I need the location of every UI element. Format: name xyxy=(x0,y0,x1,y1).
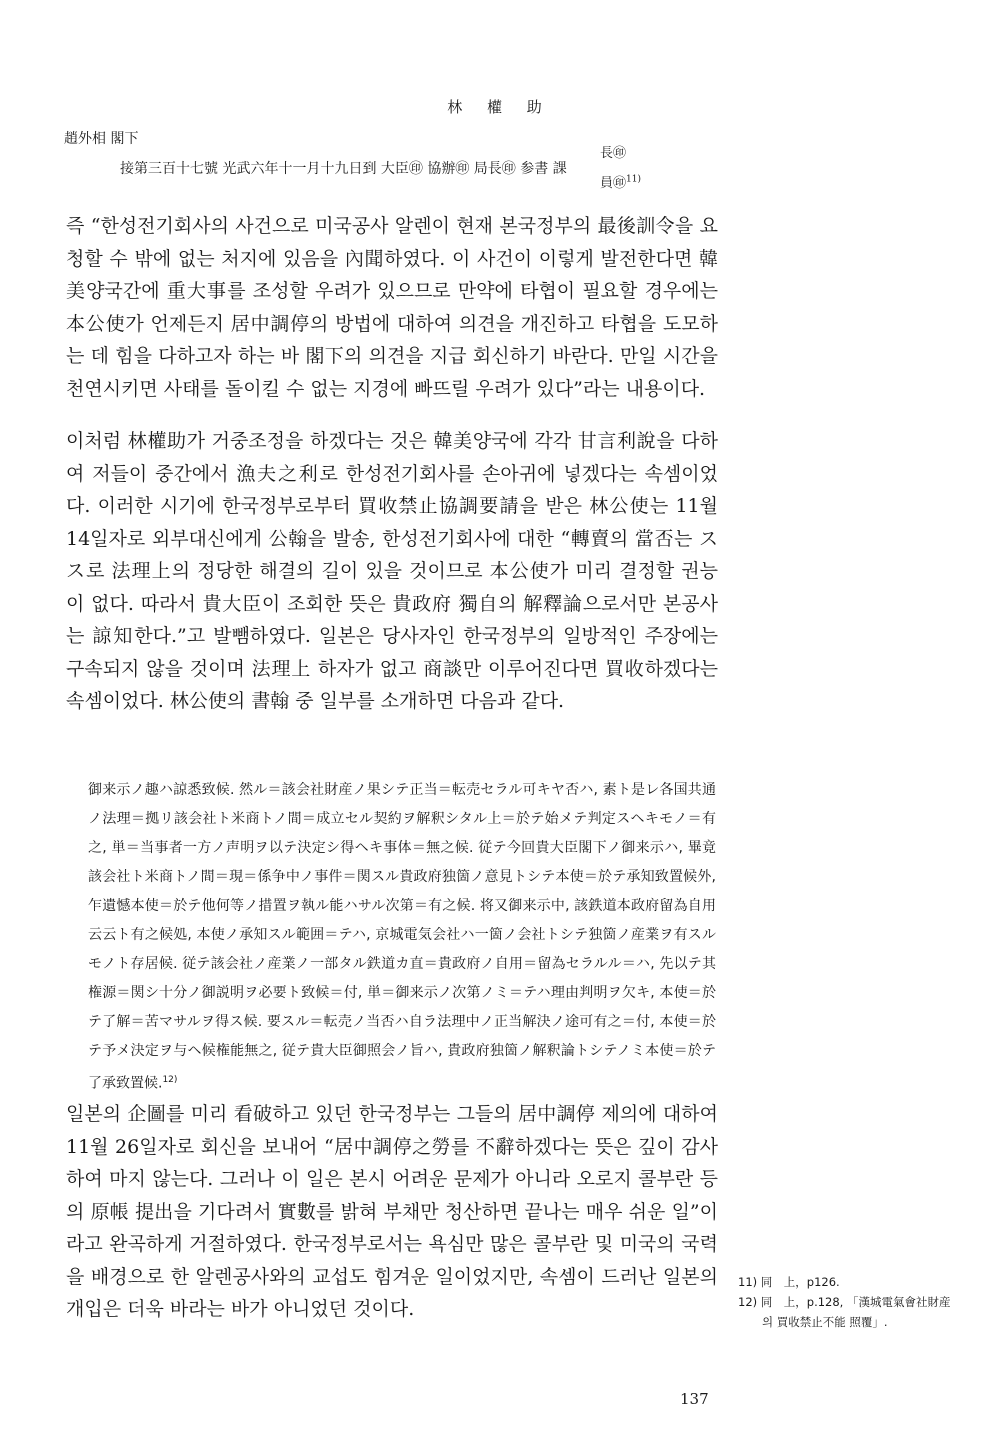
quote-footnote-ref: 12) xyxy=(162,1075,178,1085)
body-paragraph-1: 즉 “한성전기회사의 사건으로 미국공사 알렌이 현재 본국정부의 最後訓令을 요청할 수 밖에 없는 처지에 있음을 內聞하였다. 이 사건이 이렇게 발전한다면 韓美양국간에 重大事를 조성할 우려가 있으므로 만약에 타협이 필요할 경우에는 本公使가 언제든지 居中調停의 방법에 대하여 의견을 개진하고 타협을 도모하는 데 힘을 다하고자 하는 바 閣下의 의견을 지급 회신하기 바란다. 만일 시간을 천연시키면 사태를 돌이킬 수 없는 지경에 빠뜨릴 우려가 있다”라는 내용이다. xyxy=(66,215,718,400)
quoted-letter xyxy=(88,776,716,1099)
page-number: 137 xyxy=(680,1390,709,1408)
stamp-footnote-ref: 11) xyxy=(626,174,641,185)
footnote-11: 11) 同 上，p126. xyxy=(738,1275,840,1289)
receipt-line: 接第三百十七號 光武六年十一月十九日到 大臣㊞ 協辦㊞ 局長㊞ 参書 課 xyxy=(120,161,567,177)
stamp-bottom-text: 員㊞ xyxy=(600,176,627,191)
stamp-bottom xyxy=(600,172,641,191)
quoted-letter-text: 御来示ノ趣ハ諒悉致候. 然ル＝該会社財産ノ果シテ正当＝転売セラル可キヤ否ハ, 素ト是レ各国共通ノ法理＝拠リ該会社ト米商トノ間＝成立セル契約ヲ解釈シタル上＝於テ始メテ判定スヘキモノ＝有之, 単＝当事者一方ノ声明ヲ以テ決定シ得ヘキ事体＝無之候. 従テ今回貴大臣閣下ノ御来示ハ, 畢竟該会社ト米商トノ間＝現＝係争中ノ事件＝関スル貴政府独箇ノ意見トシテ本使＝於テ承知致置候外, 乍遺憾本使＝於テ他何等ノ措置ヲ執ル能ハサル次第＝有之候. 将又御来示中, 該鉄道本政府留為自用云云ト有之候処, 本使ノ承知スル範囲＝テハ, 京城電気会社ハ一箇ノ会社トシテ独箇ノ産業ヲ有スルモノト存居候. 従テ該会社ノ産業ノ一部タル鉄道カ直＝貴政府ノ自用＝留為セラルル＝ハ, 先以テ其権源＝関シ十分ノ御説明ヲ必要ト致候＝付, 単＝御来示ノ次第ノミ＝テハ理由判明ヲ欠キ, 本使＝於テ了解＝苦マサルヲ得ス候. 要スル＝転売ノ当否ハ自ラ法理中ノ正当解決ノ途可有之＝付, 本使＝於テ予メ決定ヲ与ヘ候権能無之, 従テ貴大臣御照会ノ旨ハ, 貴政府独箇ノ解釈論トシテノミ本使＝於テ了承致置候. xyxy=(88,782,716,1092)
body-paragraph-2: 이처럼 林權助가 거중조정을 하겠다는 것은 韓美양국에 각각 甘言利說을 다하여 저들이 중간에서 漁夫之利로 한성전기회사를 손아귀에 넣겠다는 속셈이었다. 이러한 시기에 한국정부로부터 買收禁止協調要請을 받은 林公使는 11월 14일자로 외부대신에게 公翰을 발송, 한성전기회사에 대한 “轉賣의 當否는 スス로 法理上의 정당한 해결의 길이 있을 것이므로 本公使가 미리 결정할 권능이 없다. 따라서 貴大臣이 조회한 뜻은 貴政府 獨自의 解釋論으로서만 본공사는 諒知한다.”고 발뺌하였다. 일본은 당사자인 한국정부의 일방적인 주장에는 구속되지 않을 것이며 法理上 하자가 없고 商談만 이루어진다면 買收하겠다는 속셈이었다. 林公使의 書翰 중 일부를 소개하면 다음과 같다. xyxy=(66,430,718,712)
letter-addressee: 趙外相 閣下 xyxy=(64,131,139,147)
body-paragraph-3: 일본의 企圖를 미리 看破하고 있던 한국정부는 그들의 居中調停 제의에 대하여 11월 26일자로 회신을 보내어 “居中調停之勞를 不辭하겠다는 뜻은 깊이 감사하여 마지 않는다. 그러나 이 일은 본시 어려운 문제가 아니라 오로지 콜부란 등의 原帳 提出을 기다려서 實數를 밝혀 부채만 청산하면 끝나는 매우 쉬운 일”이라고 완곡하게 거절하였다. 한국정부로서는 욕심만 많은 콜부란 및 미국의 국력을 배경으로 한 알렌공사와의 교섭도 힘겨운 일이었지만, 속셈이 드러난 일본의 개입은 더욱 바라는 바가 아니었던 것이다. xyxy=(66,1103,718,1320)
stamp-top: 長㊞ xyxy=(600,146,627,161)
footnote-12-continued: 의 買收禁止不能 照覆」. xyxy=(762,1315,888,1329)
footnotes xyxy=(738,1272,988,1332)
footnote-12: 12) 同 上，p.128, 「漢城電氣會社財産 xyxy=(738,1295,951,1309)
letter-signature: 林 權 助 xyxy=(447,98,552,116)
